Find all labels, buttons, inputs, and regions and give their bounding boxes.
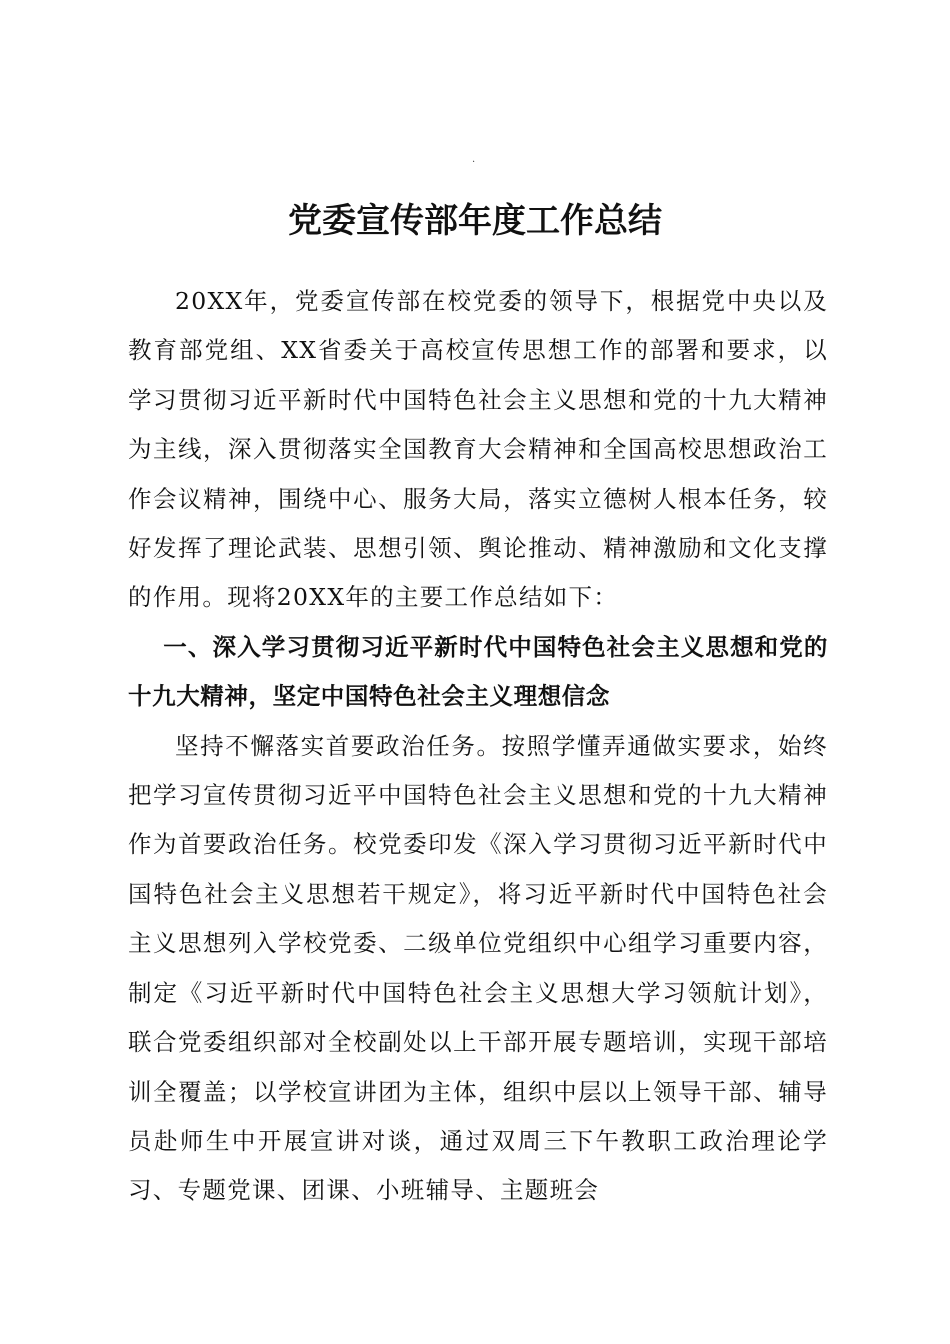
document-body [128,277,828,1216]
section-heading: 一、深入学习贯彻习近平新时代中国特色社会主义思想和党的十九大精神，坚定中国特色社会主义理想信念 [128,632,828,711]
section-paragraph: 坚持不懈落实首要政治任务。按照学懂弄通做实要求，始终把学习宣传贯彻习近平中国特色社会主义思想和党的十九大精神作为首要政治任务。校党委印发《深入学习贯彻习近平新时代中国特色社会主义思想若干规定》，将习近平新时代中国特色社会主义思想列入学校党委、二级单位党组织中心组学习重要内容，制定《习近平新时代中国特色社会主义思想大学习领航计划》，联合党委组织部对全校副处以上干部开展专题培训，实现干部培训全覆盖；以学校宣讲团为主体，组织中层以上领导干部、辅导员赴师生中开展宣讲对谈，通过双周三下午教职工政治理论学习、专题党课、团课、小班辅导、主题班会 [128,731,828,1205]
document-title: 党委宣传部年度工作总结 [288,200,662,241]
intro-paragraph: 20XX年，党委宣传部在校党委的领导下，根据党中央以及教育部党组、XX省委关于高校宣传思想工作的部署和要求，以学习贯彻习近平新时代中国特色社会主义思想和党的十九大精神为主线，深入贯彻落实全国教育大会精神和全国高校思想政治工作会议精神，围绕中心、服务大局，落实立德树人根本任务，较好发挥了理论武装、思想引领、舆论推动、精神激励和文化支撑的作用。现将20XX年的主要工作总结如下： [128,287,828,612]
header-dot: . [472,154,476,165]
